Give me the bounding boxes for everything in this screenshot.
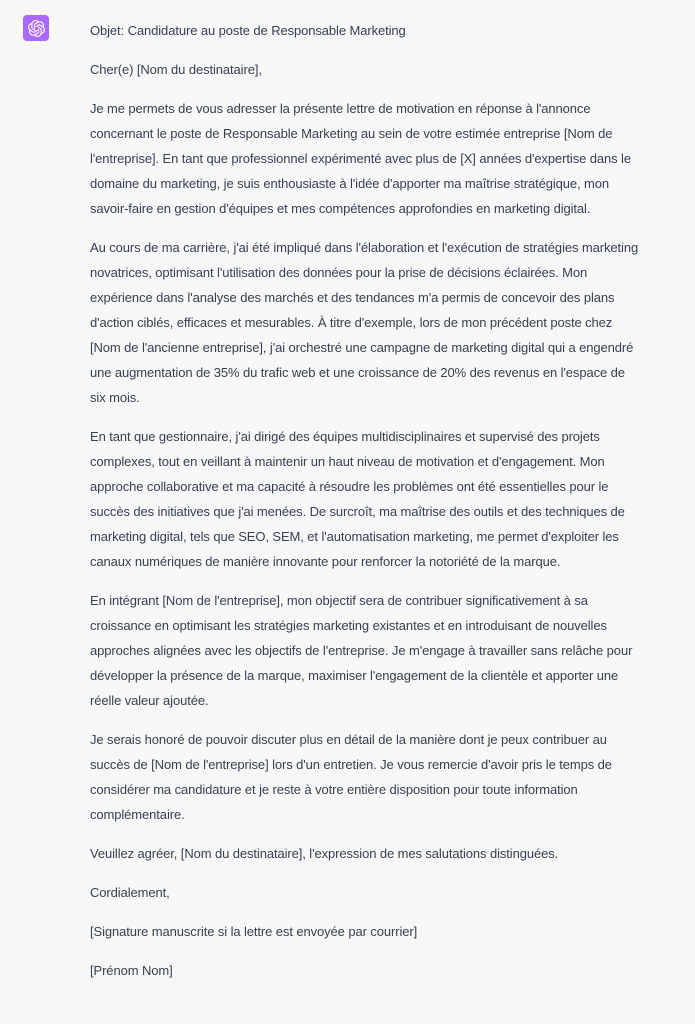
openai-logo-icon — [28, 20, 45, 37]
body-paragraph-1: Je me permets de vous adresser la présente lettre de motivation en réponse à l'annonce concernant le poste de Responsable Marketing au sein de votre estimée entreprise [Nom de l'entreprise]. En tant que professionnel expérimenté avec plus de [X] années d'expertise dans le domaine du marketing, je suis enthousiaste à l'idée d'apporter ma maîtrise stratégique, mon savoir-faire en gestion d'équipes et mes compétences approfondies en marketing digital. — [90, 101, 635, 216]
signature-placeholder-line: [Signature manuscrite si la lettre est envoyée par courrier] — [90, 924, 418, 939]
assistant-avatar — [23, 15, 49, 41]
body-paragraph-2: Au cours de ma carrière, j'ai été impliqué dans l'élaboration et l'exécution de stratégies marketing novatrices, optimisant l'utilisation des données pour la prise de décisions éclairées. Mon expérience dans l'analyse des marchés et des tendances m'a permis de concevoir des plans d'action ciblés, efficaces et mesurables. À titre d'exemple, lors de mon précédent poste chez [Nom de l'ancienne entreprise], j'ai orchestré une campagne de marketing digital qui a engendré une augmentation de 35% du trafic web et une croissance de 20% des revenus en l'espace de six mois. — [90, 240, 642, 405]
name-placeholder-line: [Prénom Nom] — [90, 963, 173, 978]
salutation-line: Cher(e) [Nom du destinataire], — [90, 62, 262, 77]
assistant-message-content — [90, 18, 642, 983]
body-paragraph-3: En tant que gestionnaire, j'ai dirigé des équipes multidisciplinaires et supervisé des projets complexes, tout en veillant à maintenir un haut niveau de motivation et d'engagement. Mon approche collaborative et ma capacité à résoudre les problèmes ont été essentielles pour le succès des initiatives que j'ai menées. De surcroît, ma maîtrise des outils et des techniques de marketing digital, tels que SEO, SEM, et l'automatisation marketing, me permet d'exploiter les canaux numériques de manière innovante pour renforcer la notoriété de la marque. — [90, 429, 629, 569]
closing-formula-line: Veuillez agréer, [Nom du destinataire], l'expression de mes salutations distinguées. — [90, 846, 559, 861]
body-paragraph-4: En intégrant [Nom de l'entreprise], mon objectif sera de contribuer significativement à sa croissance en optimisant les stratégies marketing existantes et en introduisant de nouvelles approches alignées avec les objectifs de l'entreprise. Je m'engage à travailler sans relâche pour développer la présence de la marque, maximiser l'engagement de la clientèle et apporter une réelle valeur ajoutée. — [90, 593, 636, 708]
subject-line: Objet: Candidature au poste de Responsable Marketing — [90, 23, 406, 38]
body-paragraph-5: Je serais honoré de pouvoir discuter plus en détail de la manière dont je peux contribuer au succès de [Nom de l'entreprise] lors d'un entretien. Je vous remercie d'avoir pris le temps de considérer ma candidature et je reste à votre entière disposition pour toute information complémentaire. — [90, 732, 616, 822]
signoff-line: Cordialement, — [90, 885, 170, 900]
